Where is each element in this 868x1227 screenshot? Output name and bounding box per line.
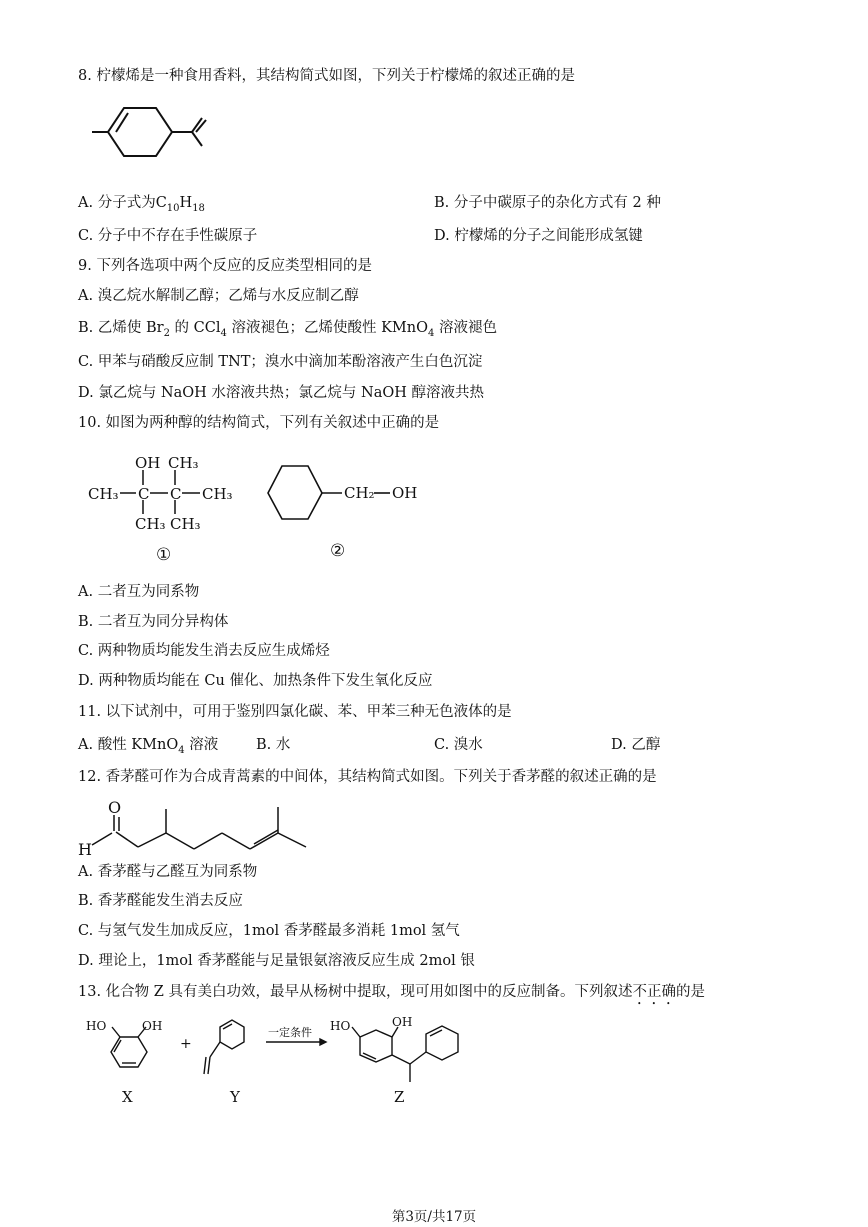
label-2: ② — [330, 541, 346, 561]
q11-option-c[interactable]: C. 溴水 — [434, 737, 483, 753]
atom-h: H — [78, 840, 92, 859]
label-z: Z — [394, 1088, 405, 1106]
m1-ch3-right: CH₃ — [202, 485, 233, 503]
z-ho: HO — [330, 1019, 351, 1033]
q9-option-a[interactable]: A. 溴乙烷水解制乙醇；乙烯与水反应制乙醇 — [78, 288, 359, 304]
q8-option-c[interactable]: C. 分子中不存在手性碳原子 — [78, 228, 258, 244]
q12-option-a[interactable]: A. 香茅醛与乙醛互为同系物 — [78, 864, 258, 880]
m1-ch3-b1: CH₃ — [135, 515, 166, 533]
q10-option-c[interactable]: C. 两种物质均能发生消去反应生成烯烃 — [78, 643, 330, 659]
x-oh: OH — [142, 1019, 163, 1033]
atom-o: O — [108, 798, 122, 817]
q8-option-a[interactable]: A. 分子式为$C_{10}H_{18}$ — [78, 195, 205, 214]
m2-oh: OH — [392, 484, 418, 502]
reaction-scheme — [80, 1012, 480, 1112]
q8-option-d[interactable]: D. 柠檬烯的分子之间能形成氢键 — [434, 228, 643, 244]
q12-option-c[interactable]: C. 与氢气发生加成反应，1mol 香茅醛最多消耗 1mol 氢气 — [78, 923, 460, 939]
q12-stem: 12. 香茅醛可作为合成青蒿素的中间体，其结构简式如图。下列关于香茅醛的叙述正确的是 — [78, 769, 657, 785]
q10-stem: 10. 如图为两种醇的结构简式，下列有关叙述中正确的是 — [78, 415, 440, 431]
q9-option-b[interactable]: B. 乙烯使 $Br_2$ 的 CCl$_4$ 溶液褪色；乙烯使酸性 KMnO$_4$ 溶液褪色 — [78, 320, 497, 339]
plus-sign: + — [180, 1036, 192, 1052]
q9-option-c[interactable]: C. 甲苯与硝酸反应制 TNT；溴水中滴加苯酚溶液产生白色沉淀 — [78, 354, 483, 370]
m1-ch3-top: CH₃ — [168, 454, 199, 472]
q8-option-b[interactable]: B. 分子中碳原子的杂化方式有 2 种 — [434, 195, 661, 211]
q9-option-d[interactable]: D. 氯乙烷与 NaOH 水溶液共热；氯乙烷与 NaOH 醇溶液共热 — [78, 385, 484, 401]
q10-option-d[interactable]: D. 两种物质均能在 Cu 催化、加热条件下发生氧化反应 — [78, 673, 433, 689]
x-ho: HO — [86, 1019, 107, 1033]
alcohol-1-structure — [88, 448, 248, 568]
m1-ch3-b2: CH₃ — [170, 515, 201, 533]
q9-stem: 9. 下列各选项中两个反应的反应类型相同的是 — [78, 258, 372, 274]
q12-option-d[interactable]: D. 理论上，1mol 香茅醛能与足量银氨溶液反应生成 2mol 银 — [78, 953, 475, 969]
q10-option-b[interactable]: B. 二者互为同分异构体 — [78, 614, 229, 630]
q10-option-a[interactable]: A. 二者互为同系物 — [78, 584, 200, 600]
page-footer: 第3页/共17页 — [391, 1209, 477, 1225]
alcohol-2-structure — [262, 456, 432, 566]
m1-c2: C — [170, 485, 182, 503]
q11-option-d[interactable]: D. 乙醇 — [611, 737, 661, 753]
q11-stem: 11. 以下试剂中，可用于鉴别四氯化碳、苯、甲苯三种无色液体的是 — [78, 704, 512, 720]
q11-option-b[interactable]: B. 水 — [256, 737, 291, 753]
m2-ch2: CH₂ — [344, 484, 375, 502]
label-x: X — [122, 1088, 133, 1106]
m1-c1: C — [138, 485, 150, 503]
citronellal-structure — [78, 795, 318, 865]
m1-ch3-left: CH₃ — [88, 485, 119, 503]
q8-stem: 8. 柠檬烯是一种食用香料，其结构简式如图，下列关于柠檬烯的叙述正确的是 — [78, 68, 575, 84]
q11-option-a[interactable]: A. 酸性 KMnO$_4$ 溶液 — [78, 737, 219, 756]
emphasis-not-correct: 不正确 — [632, 984, 676, 1000]
label-1: ① — [156, 545, 172, 565]
label-y: Y — [230, 1088, 240, 1106]
limonene-structure — [88, 96, 218, 166]
z-oh: OH — [392, 1015, 413, 1029]
m1-oh: OH — [135, 454, 161, 472]
q12-option-b[interactable]: B. 香茅醛能发生消去反应 — [78, 893, 243, 909]
q13-stem: 13. 化合物 Z 具有美白功效，最早从杨树中提取，现可用如图中的反应制备。下列叙述不正确的是 — [78, 984, 705, 1000]
reaction-condition: 一定条件 — [268, 1026, 312, 1039]
